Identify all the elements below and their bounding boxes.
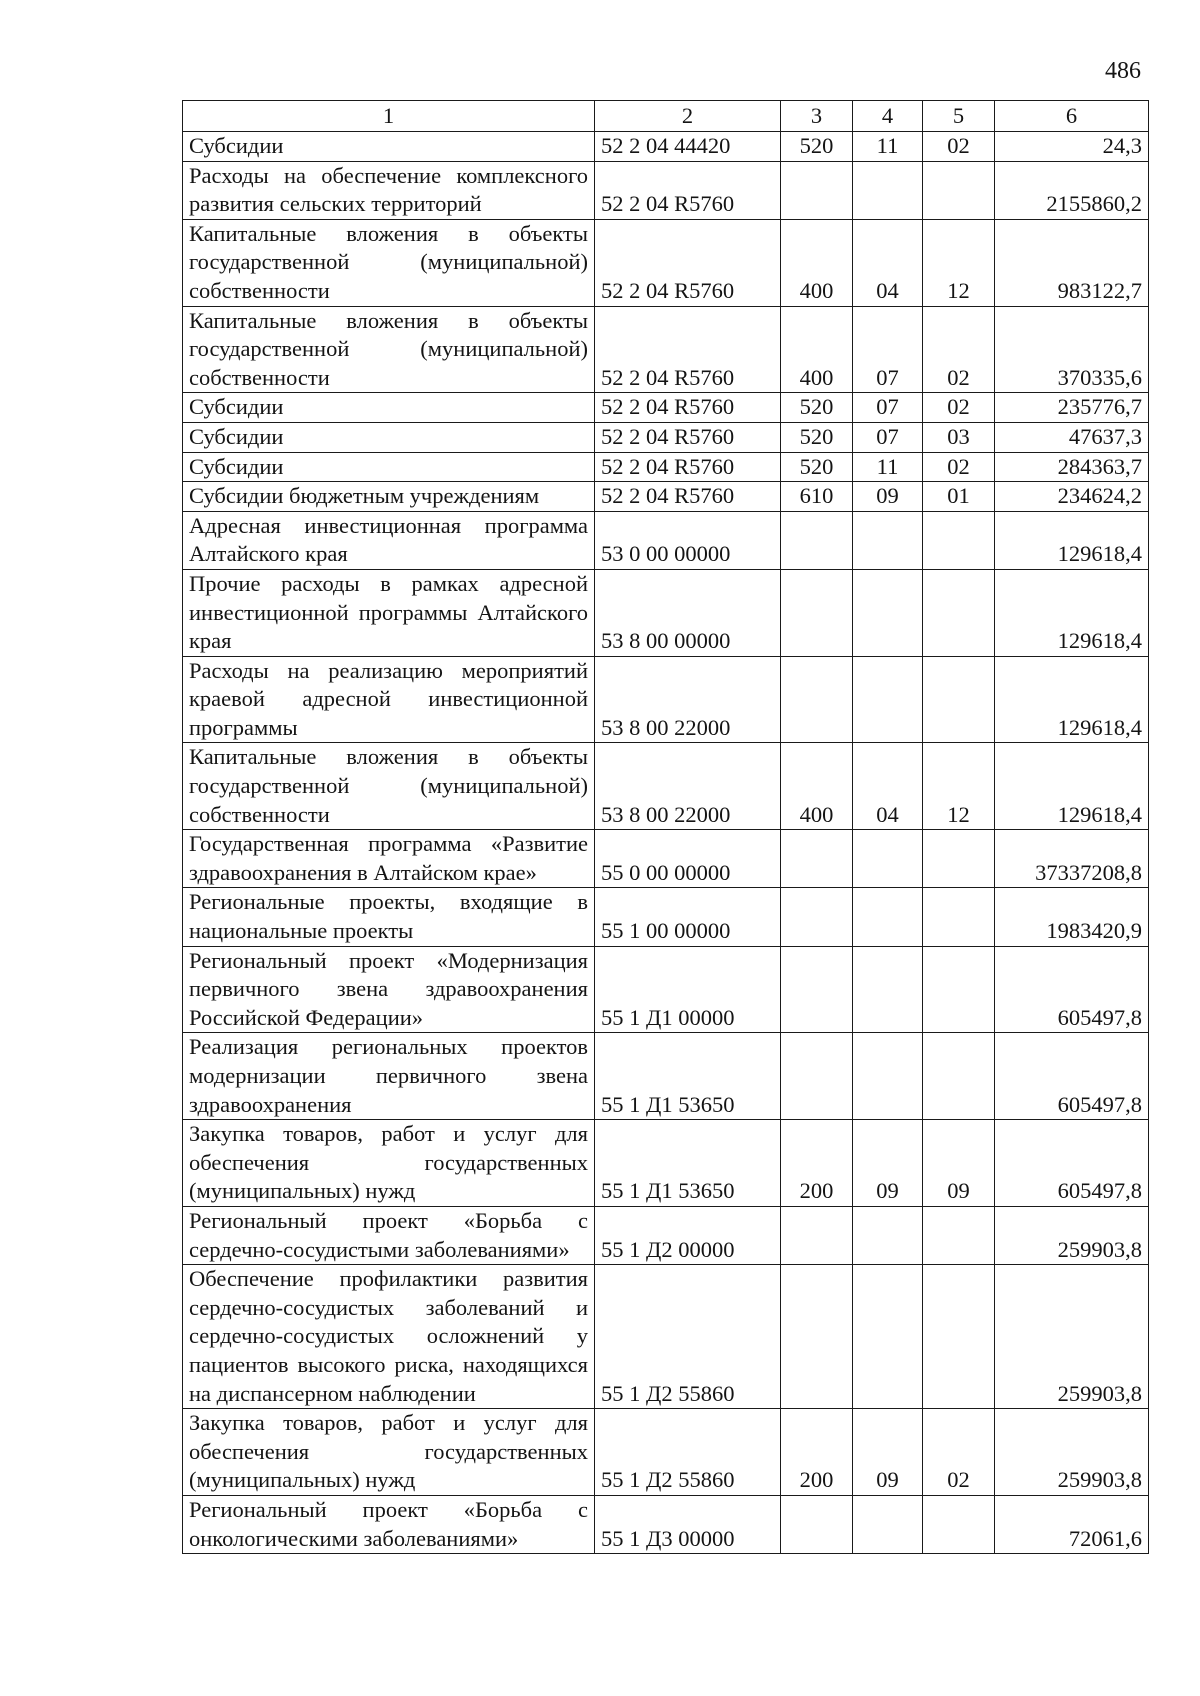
- section-cell: [853, 830, 923, 888]
- expense-type-cell: [781, 1265, 853, 1409]
- col-header-1: 1: [183, 101, 595, 132]
- row-name-cell: Региональные проекты, входящие в национальные проекты: [183, 888, 595, 946]
- table-row: [183, 1120, 1149, 1207]
- section-cell: [853, 1206, 923, 1264]
- target-code-cell: 52 2 04 R5760: [595, 482, 781, 512]
- subsection-cell: [923, 1033, 995, 1120]
- col-header-5: 5: [923, 101, 995, 132]
- row-name-cell: Субсидии: [183, 452, 595, 482]
- expense-type-cell: [781, 830, 853, 888]
- target-code-cell: 53 8 00 00000: [595, 569, 781, 656]
- row-name-cell: Государственная программа «Развитие здравоохранения в Алтайском крае»: [183, 830, 595, 888]
- row-name-cell: Капитальные вложения в объекты государственной (муниципальной) собственности: [183, 306, 595, 393]
- subsection-cell: [923, 1206, 995, 1264]
- table-row: [183, 482, 1149, 512]
- subsection-cell: 09: [923, 1120, 995, 1207]
- amount-cell: 605497,8: [995, 1033, 1149, 1120]
- expense-type-cell: [781, 511, 853, 569]
- amount-cell: 24,3: [995, 132, 1149, 162]
- section-cell: 11: [853, 452, 923, 482]
- target-code-cell: 53 8 00 22000: [595, 656, 781, 743]
- target-code-cell: 52 2 04 R5760: [595, 161, 781, 219]
- page-number: 486: [1105, 58, 1141, 84]
- row-name-cell: Закупка товаров, работ и услуг для обеспечения государственных (муниципальных) нужд: [183, 1409, 595, 1496]
- section-cell: [853, 161, 923, 219]
- section-cell: 07: [853, 306, 923, 393]
- row-name-cell: Прочие расходы в рамках адресной инвестиционной программы Алтайского края: [183, 569, 595, 656]
- row-name-cell: Реализация региональных проектов модернизации первичного звена здравоохранения: [183, 1033, 595, 1120]
- section-cell: [853, 946, 923, 1033]
- section-cell: [853, 1033, 923, 1120]
- subsection-cell: 01: [923, 482, 995, 512]
- expense-type-cell: 200: [781, 1120, 853, 1207]
- amount-cell: 1983420,9: [995, 888, 1149, 946]
- section-cell: 07: [853, 422, 923, 452]
- amount-cell: 129618,4: [995, 743, 1149, 830]
- expense-type-cell: [781, 161, 853, 219]
- table-row: [183, 422, 1149, 452]
- budget-table: [182, 100, 1149, 1554]
- table-row: [183, 1409, 1149, 1496]
- target-code-cell: 55 1 00 00000: [595, 888, 781, 946]
- expense-type-cell: [781, 946, 853, 1033]
- subsection-cell: [923, 569, 995, 656]
- target-code-cell: 55 1 Д1 00000: [595, 946, 781, 1033]
- target-code-cell: 53 0 00 00000: [595, 511, 781, 569]
- subsection-cell: [923, 1495, 995, 1553]
- table-row: [183, 161, 1149, 219]
- row-name-cell: Расходы на реализацию мероприятий краевой адресной инвестиционной программы: [183, 656, 595, 743]
- row-name-cell: Капитальные вложения в объекты государственной (муниципальной) собственности: [183, 743, 595, 830]
- expense-type-cell: 520: [781, 452, 853, 482]
- target-code-cell: 52 2 04 R5760: [595, 422, 781, 452]
- row-name-cell: Адресная инвестиционная программа Алтайского края: [183, 511, 595, 569]
- expense-type-cell: 400: [781, 306, 853, 393]
- section-cell: [853, 511, 923, 569]
- row-name-cell: Субсидии: [183, 422, 595, 452]
- table-row: [183, 1206, 1149, 1264]
- target-code-cell: 52 2 04 R5760: [595, 452, 781, 482]
- subsection-cell: [923, 656, 995, 743]
- subsection-cell: 12: [923, 219, 995, 306]
- expense-type-cell: [781, 656, 853, 743]
- section-cell: 07: [853, 393, 923, 423]
- amount-cell: 129618,4: [995, 656, 1149, 743]
- amount-cell: 259903,8: [995, 1265, 1149, 1409]
- table-row: [183, 306, 1149, 393]
- target-code-cell: 55 1 Д1 53650: [595, 1033, 781, 1120]
- amount-cell: 605497,8: [995, 946, 1149, 1033]
- subsection-cell: 12: [923, 743, 995, 830]
- subsection-cell: 02: [923, 393, 995, 423]
- section-cell: [853, 1265, 923, 1409]
- header-row: [183, 101, 1149, 132]
- table-row: [183, 1495, 1149, 1553]
- table-row: [183, 830, 1149, 888]
- expense-type-cell: 520: [781, 393, 853, 423]
- section-cell: 09: [853, 1409, 923, 1496]
- col-header-4: 4: [853, 101, 923, 132]
- section-cell: [853, 656, 923, 743]
- section-cell: [853, 888, 923, 946]
- section-cell: 04: [853, 219, 923, 306]
- table-row: [183, 1033, 1149, 1120]
- table-row: [183, 393, 1149, 423]
- section-cell: [853, 569, 923, 656]
- expense-type-cell: [781, 888, 853, 946]
- table-row: [183, 132, 1149, 162]
- amount-cell: 37337208,8: [995, 830, 1149, 888]
- expense-type-cell: [781, 569, 853, 656]
- col-header-3: 3: [781, 101, 853, 132]
- subsection-cell: 02: [923, 132, 995, 162]
- row-name-cell: Субсидии бюджетным учреждениям: [183, 482, 595, 512]
- target-code-cell: 55 1 Д3 00000: [595, 1495, 781, 1553]
- subsection-cell: [923, 888, 995, 946]
- row-name-cell: Закупка товаров, работ и услуг для обеспечения государственных (муниципальных) нужд: [183, 1120, 595, 1207]
- target-code-cell: 52 2 04 R5760: [595, 393, 781, 423]
- row-name-cell: Обеспечение профилактики развития сердечно-сосудистых заболеваний и сердечно-сосудистых осложнений у пациентов высокого риска, находящихся на диспансерном наблюдении: [183, 1265, 595, 1409]
- expense-type-cell: 400: [781, 743, 853, 830]
- section-cell: 09: [853, 482, 923, 512]
- expense-type-cell: [781, 1206, 853, 1264]
- subsection-cell: 03: [923, 422, 995, 452]
- row-name-cell: Субсидии: [183, 393, 595, 423]
- amount-cell: 234624,2: [995, 482, 1149, 512]
- section-cell: 09: [853, 1120, 923, 1207]
- target-code-cell: 53 8 00 22000: [595, 743, 781, 830]
- row-name-cell: Расходы на обеспечение комплексного развития сельских территорий: [183, 161, 595, 219]
- subsection-cell: [923, 161, 995, 219]
- amount-cell: 47637,3: [995, 422, 1149, 452]
- subsection-cell: [923, 1265, 995, 1409]
- col-header-6: 6: [995, 101, 1149, 132]
- amount-cell: 129618,4: [995, 569, 1149, 656]
- expense-type-cell: 610: [781, 482, 853, 512]
- col-header-2: 2: [595, 101, 781, 132]
- table-body: [183, 132, 1149, 1554]
- target-code-cell: 52 2 04 R5760: [595, 219, 781, 306]
- expense-type-cell: [781, 1033, 853, 1120]
- table-row: [183, 1265, 1149, 1409]
- target-code-cell: 55 1 Д1 53650: [595, 1120, 781, 1207]
- expense-type-cell: [781, 1495, 853, 1553]
- amount-cell: 72061,6: [995, 1495, 1149, 1553]
- section-cell: [853, 1495, 923, 1553]
- section-cell: 04: [853, 743, 923, 830]
- target-code-cell: 52 2 04 44420: [595, 132, 781, 162]
- row-name-cell: Субсидии: [183, 132, 595, 162]
- amount-cell: 259903,8: [995, 1206, 1149, 1264]
- subsection-cell: 02: [923, 306, 995, 393]
- target-code-cell: 55 1 Д2 00000: [595, 1206, 781, 1264]
- table-row: [183, 656, 1149, 743]
- subsection-cell: [923, 511, 995, 569]
- table-row: [183, 569, 1149, 656]
- amount-cell: 370335,6: [995, 306, 1149, 393]
- row-name-cell: Региональный проект «Модернизация первичного звена здравоохранения Российской Федерации»: [183, 946, 595, 1033]
- amount-cell: 605497,8: [995, 1120, 1149, 1207]
- expense-type-cell: 200: [781, 1409, 853, 1496]
- subsection-cell: [923, 946, 995, 1033]
- row-name-cell: Региональный проект «Борьба с онкологическими заболеваниями»: [183, 1495, 595, 1553]
- row-name-cell: Региональный проект «Борьба с сердечно-сосудистыми заболеваниями»: [183, 1206, 595, 1264]
- table-row: [183, 219, 1149, 306]
- subsection-cell: [923, 830, 995, 888]
- amount-cell: 2155860,2: [995, 161, 1149, 219]
- table-row: [183, 511, 1149, 569]
- subsection-cell: 02: [923, 1409, 995, 1496]
- table-row: [183, 743, 1149, 830]
- table-row: [183, 888, 1149, 946]
- expense-type-cell: 520: [781, 422, 853, 452]
- amount-cell: 284363,7: [995, 452, 1149, 482]
- section-cell: 11: [853, 132, 923, 162]
- subsection-cell: 02: [923, 452, 995, 482]
- table-row: [183, 946, 1149, 1033]
- row-name-cell: Капитальные вложения в объекты государственной (муниципальной) собственности: [183, 219, 595, 306]
- amount-cell: 259903,8: [995, 1409, 1149, 1496]
- target-code-cell: 55 1 Д2 55860: [595, 1265, 781, 1409]
- target-code-cell: 55 0 00 00000: [595, 830, 781, 888]
- expense-type-cell: 400: [781, 219, 853, 306]
- expense-type-cell: 520: [781, 132, 853, 162]
- table-row: [183, 452, 1149, 482]
- amount-cell: 235776,7: [995, 393, 1149, 423]
- target-code-cell: 52 2 04 R5760: [595, 306, 781, 393]
- amount-cell: 129618,4: [995, 511, 1149, 569]
- amount-cell: 983122,7: [995, 219, 1149, 306]
- target-code-cell: 55 1 Д2 55860: [595, 1409, 781, 1496]
